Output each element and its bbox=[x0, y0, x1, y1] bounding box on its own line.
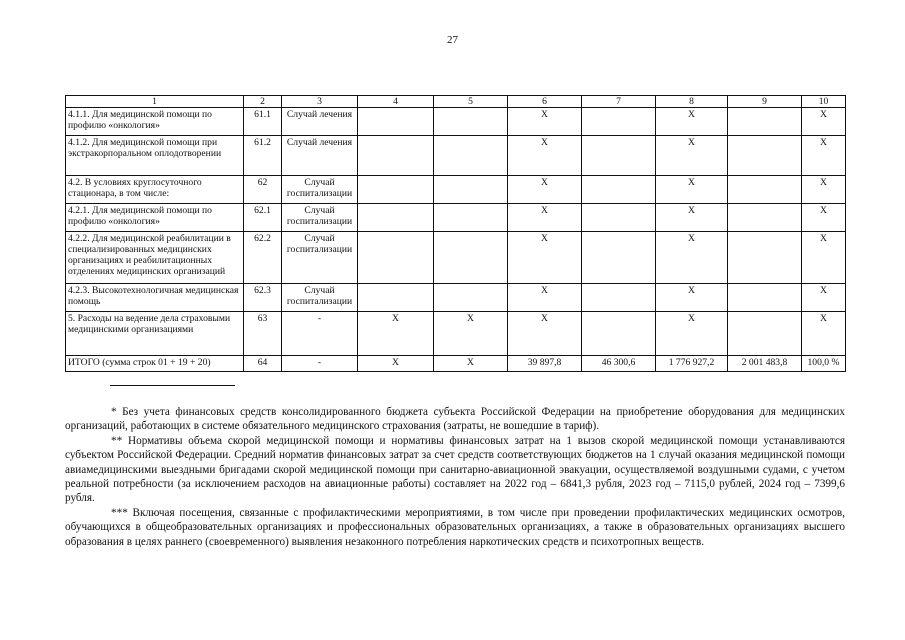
cell-col-5: X bbox=[434, 312, 508, 356]
column-header: 5 bbox=[434, 96, 508, 108]
row-unit: - bbox=[282, 356, 358, 372]
cell-col-5 bbox=[434, 284, 508, 312]
row-label: 4.2.2. Для медицинской реабилитации в специализированных медицинских организациях и реабилитационных отделениях медицинских организаций bbox=[66, 232, 244, 284]
row-unit: Случай лечения bbox=[282, 136, 358, 176]
row-unit: Случай госпитализации bbox=[282, 204, 358, 232]
column-header: 6 bbox=[508, 96, 582, 108]
data-table bbox=[65, 95, 846, 372]
row-label: 4.2. В условиях круглосуточного стационара, в том числе: bbox=[66, 176, 244, 204]
row-label: 4.1.2. Для медицинской помощи при экстракорпоральном оплодотворении bbox=[66, 136, 244, 176]
cell-col-4 bbox=[358, 232, 434, 284]
cell-col-8: X bbox=[656, 284, 728, 312]
row-unit: Случай госпитализации bbox=[282, 284, 358, 312]
cell-col-9 bbox=[728, 204, 802, 232]
table-row bbox=[66, 176, 846, 204]
row-code: 61.2 bbox=[244, 136, 282, 176]
column-header: 7 bbox=[582, 96, 656, 108]
cell-col-10: X bbox=[802, 136, 846, 176]
table-row bbox=[66, 204, 846, 232]
column-header: 2 bbox=[244, 96, 282, 108]
table-row bbox=[66, 108, 846, 136]
footnote-separator bbox=[110, 385, 235, 386]
table-row bbox=[66, 284, 846, 312]
cell-col-9 bbox=[728, 312, 802, 356]
row-label: 4.1.1. Для медицинской помощи по профилю «онкология» bbox=[66, 108, 244, 136]
table-row bbox=[66, 136, 846, 176]
cell-col-9 bbox=[728, 108, 802, 136]
cell-col-6: X bbox=[508, 136, 582, 176]
cell-col-10: X bbox=[802, 232, 846, 284]
row-unit: Случай лечения bbox=[282, 108, 358, 136]
table-row bbox=[66, 312, 846, 356]
page-number: 27 bbox=[447, 34, 458, 46]
cell-col-6: X bbox=[508, 108, 582, 136]
row-code: 61.1 bbox=[244, 108, 282, 136]
cell-col-7 bbox=[582, 284, 656, 312]
cell-col-4: X bbox=[358, 356, 434, 372]
cell-col-8: X bbox=[656, 232, 728, 284]
row-code: 62.3 bbox=[244, 284, 282, 312]
footnote-2: ** Нормативы объема скорой медицинской помощи и нормативы финансовых затрат на 1 вызов скорой медицинской помощи устанавливаются субъектом Российской Федерации. Средний норматив финансовых затрат за счет средств соответствующих бюджетов на 1 случай оказания медицинской помощи авиамедицинскими выездными бригадами скорой медицинской помощи при санитарно-авиационной эвакуации, осуществляемой воздушными судами, с учетом реальной потребности (за исключением расходов на авиационные работы) составляет на 2022 год – 6841,3 рубля, 2023 год – 7115,0 рублей, 2024 год – 7399,6 рубля. bbox=[65, 434, 845, 505]
footnotes bbox=[65, 405, 845, 549]
cell-col-6: X bbox=[508, 176, 582, 204]
column-header: 9 bbox=[728, 96, 802, 108]
cell-col-4 bbox=[358, 204, 434, 232]
column-header: 8 bbox=[656, 96, 728, 108]
cell-col-8: X bbox=[656, 176, 728, 204]
cell-col-9 bbox=[728, 284, 802, 312]
cell-col-5 bbox=[434, 136, 508, 176]
row-unit: Случай госпитализации bbox=[282, 176, 358, 204]
row-label: ИТОГО (сумма строк 01 + 19 + 20) bbox=[66, 356, 244, 372]
cell-col-6: 39 897,8 bbox=[508, 356, 582, 372]
cell-col-6: X bbox=[508, 204, 582, 232]
cell-col-8: X bbox=[656, 312, 728, 356]
cell-col-7 bbox=[582, 176, 656, 204]
column-header: 10 bbox=[802, 96, 846, 108]
cell-col-9: 2 001 483,8 bbox=[728, 356, 802, 372]
cell-col-10: X bbox=[802, 204, 846, 232]
column-header: 4 bbox=[358, 96, 434, 108]
cell-col-7: 46 300,6 bbox=[582, 356, 656, 372]
table-row bbox=[66, 356, 846, 372]
cell-col-4 bbox=[358, 136, 434, 176]
cell-col-4 bbox=[358, 284, 434, 312]
cell-col-7 bbox=[582, 136, 656, 176]
cell-col-7 bbox=[582, 108, 656, 136]
row-code: 63 bbox=[244, 312, 282, 356]
cell-col-6: X bbox=[508, 232, 582, 284]
cell-col-6: X bbox=[508, 312, 582, 356]
table-row bbox=[66, 232, 846, 284]
cell-col-5 bbox=[434, 232, 508, 284]
row-label: 4.2.1. Для медицинской помощи по профилю «онкология» bbox=[66, 204, 244, 232]
cell-col-7 bbox=[582, 232, 656, 284]
column-header: 3 bbox=[282, 96, 358, 108]
cell-col-4: X bbox=[358, 312, 434, 356]
column-header: 1 bbox=[66, 96, 244, 108]
cell-col-5 bbox=[434, 176, 508, 204]
row-code: 62 bbox=[244, 176, 282, 204]
cell-col-10: 100,0 % bbox=[802, 356, 846, 372]
row-unit: Случай госпитализации bbox=[282, 232, 358, 284]
cell-col-6: X bbox=[508, 284, 582, 312]
cell-col-5 bbox=[434, 204, 508, 232]
cell-col-7 bbox=[582, 204, 656, 232]
footnote-1: * Без учета финансовых средств консолидированного бюджета субъекта Российской Федерации на приобретение оборудования для медицинских организаций, работающих в системе обязательного медицинского страхования (затраты, не вошедшие в тариф). bbox=[65, 406, 845, 433]
cell-col-9 bbox=[728, 136, 802, 176]
cell-col-9 bbox=[728, 176, 802, 204]
cell-col-8: X bbox=[656, 204, 728, 232]
row-label: 5. Расходы на ведение дела страховыми медицинскими организациями bbox=[66, 312, 244, 356]
row-label: 4.2.3. Высокотехнологичная медицинская помощь bbox=[66, 284, 244, 312]
cell-col-10: X bbox=[802, 284, 846, 312]
cell-col-8: X bbox=[656, 108, 728, 136]
cell-col-5: X bbox=[434, 356, 508, 372]
row-unit: - bbox=[282, 312, 358, 356]
footnote-3: *** Включая посещения, связанные с профилактическими мероприятиями, в том числе при проведении профилактических медицинских осмотров, обучающихся в общеобразовательных организациях и профессиональных образовательных организациях, а также в образовательных организациях высшего образования в целях раннего (своевременного) выявления незаконного потребления наркотических средств и психотропных веществ. bbox=[65, 506, 845, 548]
row-code: 62.2 bbox=[244, 232, 282, 284]
row-code: 62.1 bbox=[244, 204, 282, 232]
row-code: 64 bbox=[244, 356, 282, 372]
cell-col-5 bbox=[434, 108, 508, 136]
cell-col-8: 1 776 927,2 bbox=[656, 356, 728, 372]
cell-col-7 bbox=[582, 312, 656, 356]
cell-col-10: X bbox=[802, 108, 846, 136]
cell-col-4 bbox=[358, 108, 434, 136]
table-header-row bbox=[66, 96, 846, 108]
cell-col-9 bbox=[728, 232, 802, 284]
cell-col-4 bbox=[358, 176, 434, 204]
cell-col-10: X bbox=[802, 312, 846, 356]
cell-col-8: X bbox=[656, 136, 728, 176]
cell-col-10: X bbox=[802, 176, 846, 204]
